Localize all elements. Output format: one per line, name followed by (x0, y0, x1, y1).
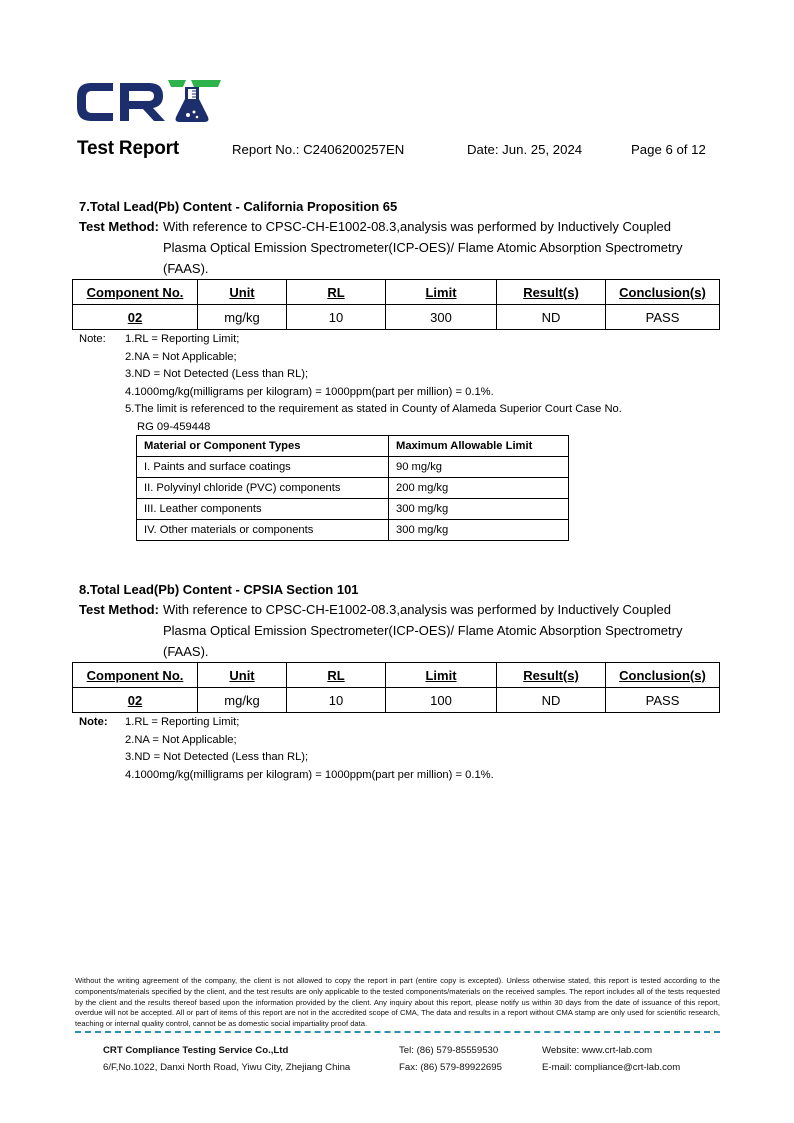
cell-limit: 100 (386, 688, 497, 713)
header-rl: RL (287, 280, 386, 305)
footer-separator (75, 1031, 720, 1033)
table-row (73, 688, 720, 713)
material-type: II. Polyvinyl chloride (PVC) components (137, 478, 389, 499)
test-method-label: Test Method: (79, 602, 159, 617)
crt-logo-icon (73, 77, 223, 127)
note-item: 2.NA = Not Applicable; (125, 350, 237, 363)
note-label: Note: (79, 333, 106, 345)
note-item: 4.1000mg/kg(milligrams per kilogram) = 1000ppm(part per million) = 0.1%. (125, 768, 494, 781)
test-method-line: With reference to CPSC-CH-E1002-08.3,analysis was performed by Inductively Coupled (163, 602, 671, 617)
note-item: 5.The limit is referenced to the requirement as stated in County of Alameda Superior Court Case No. (125, 403, 622, 416)
cell-component-no: 02 (73, 688, 198, 713)
results-table (72, 662, 720, 713)
document-title: Test Report (77, 138, 179, 159)
header-results: Result(s) (497, 663, 606, 688)
test-method (79, 599, 729, 662)
results-table (72, 279, 720, 330)
max-limit: 300 mg/kg (389, 520, 569, 541)
note-item: 1.RL = Reporting Limit; (125, 333, 240, 345)
company-fax: Fax: (86) 579-89922695 (399, 1062, 502, 1073)
cell-limit: 300 (386, 305, 497, 330)
note-item: 4.1000mg/kg(milligrams per kilogram) = 1000ppm(part per million) = 0.1%. (125, 385, 494, 398)
report-number: Report No.: C2406200257EN (232, 142, 405, 157)
footer-company-block (103, 1042, 350, 1076)
header-conclusions: Conclusion(s) (606, 663, 720, 688)
page-number: Page 6 of 12 (631, 142, 706, 157)
max-limit: 90 mg/kg (389, 457, 569, 478)
cell-conclusion: PASS (606, 305, 720, 330)
header-limit: Limit (386, 280, 497, 305)
company-address: 6/F,No.1022, Danxi North Road, Yiwu City, Zhejiang China (103, 1062, 351, 1073)
table-header-row (73, 280, 720, 305)
test-method (79, 216, 729, 279)
header-component-no: Component No. (73, 280, 198, 305)
note-item: 3.ND = Not Detected (Less than RL); (125, 368, 309, 381)
header-limit: Limit (386, 663, 497, 688)
company-website[interactable]: Website: www.crt-lab.com (542, 1045, 653, 1056)
test-method-label: Test Method: (79, 219, 159, 234)
material-type: I. Paints and surface coatings (137, 457, 389, 478)
test-method-line: With reference to CPSC-CH-E1002-08.3,analysis was performed by Inductively Coupled (163, 219, 671, 234)
material-type: IV. Other materials or components (137, 520, 389, 541)
header-component-no: Component No. (73, 663, 198, 688)
max-limit: 300 mg/kg (389, 499, 569, 520)
note-item: 3.ND = Not Detected (Less than RL); (125, 751, 309, 764)
header-conclusions: Conclusion(s) (606, 280, 720, 305)
header-unit: Unit (198, 280, 287, 305)
test-method-line: (FAAS). (163, 261, 209, 276)
cell-unit: mg/kg (198, 305, 287, 330)
section-title: 7.Total Lead(Pb) Content - California Proposition 65 (79, 199, 398, 214)
cell-unit: mg/kg (198, 688, 287, 713)
cell-component-no: 02 (73, 305, 198, 330)
test-method-line: Plasma Optical Emission Spectrometer(ICP-OES)/ Flame Atomic Absorption Spectrometry (163, 623, 683, 638)
header-unit: Unit (198, 663, 287, 688)
limit-table (136, 435, 569, 541)
company-email[interactable]: E-mail: compliance@crt-lab.com (542, 1062, 681, 1073)
header-rl: RL (287, 663, 386, 688)
footer-disclaimer: Without the writing agreement of the company, the client is not allowed to copy the report in part (entire copy is excepted). Unless otherwise stated, this report is tested according to the components/materials specified by the client, and the test results are only applicable to the tested components/materials on the received samples. The report includes all of the tests requested by the client and the results thereof based upon the information provided by the client. Any inquiry about this report, please notify us within 30 days from the date of issuance of this report, overdue will not be accepted. All or part of items of this report are not in the accredited scope of CMA, The data and results in a report without CMA stamp are only used for scientific research, teaching or internal quality control, cannot be as domestic social impartiality proof data. (75, 976, 720, 1029)
table-header-row (73, 663, 720, 688)
cell-result: ND (497, 688, 606, 713)
company-tel: Tel: (86) 579-85559530 (399, 1045, 499, 1056)
limit-table-header (137, 436, 569, 457)
section-title: 8.Total Lead(Pb) Content - CPSIA Section 101 (79, 582, 359, 597)
table-row (73, 305, 720, 330)
header-results: Result(s) (497, 280, 606, 305)
crt-logo (73, 77, 223, 127)
test-method-line: Plasma Optical Emission Spectrometer(ICP-OES)/ Flame Atomic Absorption Spectrometry (163, 240, 683, 255)
notes (79, 714, 494, 784)
limit-table-row (137, 520, 569, 541)
footer-contact-block (399, 1042, 502, 1076)
footer-web-block (542, 1042, 680, 1076)
header-material-types: Material or Component Types (137, 436, 389, 457)
limit-table-row (137, 457, 569, 478)
cell-rl: 10 (287, 688, 386, 713)
company-name: CRT Compliance Testing Service Co.,Ltd (103, 1045, 289, 1056)
max-limit: 200 mg/kg (389, 478, 569, 499)
header-max-limit: Maximum Allowable Limit (389, 436, 569, 457)
limit-table-row (137, 499, 569, 520)
note-item: 2.NA = Not Applicable; (125, 733, 237, 746)
cell-result: ND (497, 305, 606, 330)
limit-table-row (137, 478, 569, 499)
note-item: 1.RL = Reporting Limit; (125, 716, 240, 728)
cell-rl: 10 (287, 305, 386, 330)
notes (79, 331, 622, 437)
cell-conclusion: PASS (606, 688, 720, 713)
test-method-line: (FAAS). (163, 644, 209, 659)
material-type: III. Leather components (137, 499, 389, 520)
report-date: Date: Jun. 25, 2024 (467, 142, 583, 157)
note-label: Note: (79, 716, 108, 728)
note-item: RG 09-459448 (137, 420, 211, 433)
